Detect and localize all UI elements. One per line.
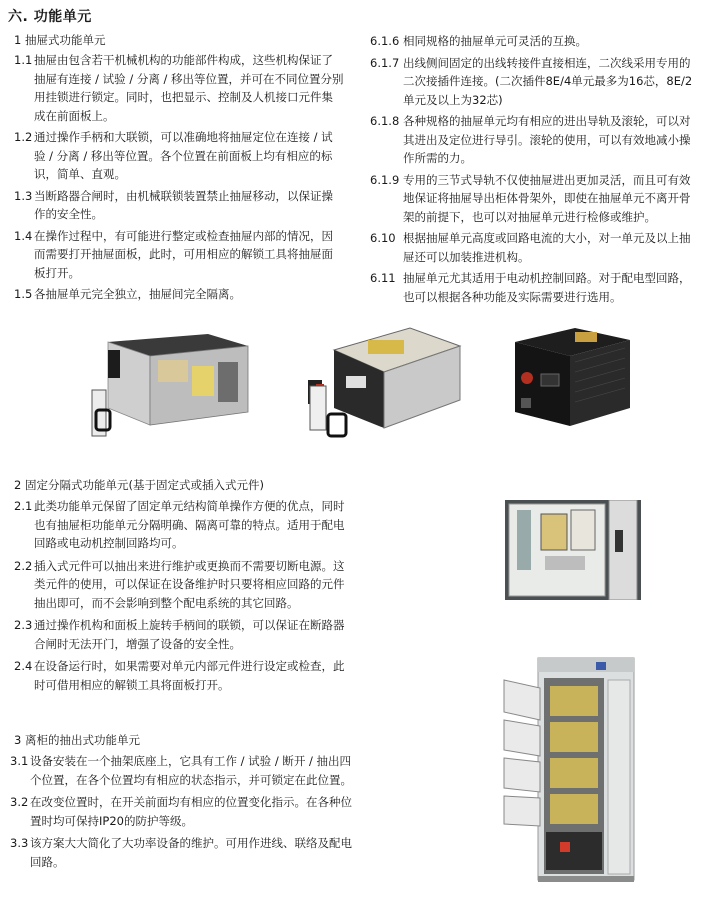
list-item: 1.5 各抽屉单元完全独立，抽屉间完全隔离。 <box>14 287 241 301</box>
list-item: 3.3 该方案大大简化了大功率设备的维护。可用作进线、联络及配电回路。 <box>10 836 352 869</box>
list-item: 2.1 此类功能单元保留了固定单元结构简单操作方便的优点，同时也有抽屉柜功能单元分隔明确、隔离可靠的特点。适用于配电回路或电动机控制回路均可。 <box>14 499 345 550</box>
list-item: 1.1 抽屉由包含若干机械机构的功能部件构成，这些机构保证了抽屉有连接 / 试验 / 分离 / 移出等位置，并可在不同位置分别用挂锁进行锁定。同时，也把显示、控制及人机接口元件集成在前面板上。 <box>14 53 344 123</box>
list-item: 2.3 通过操作机构和面板上旋转手柄间的联锁，可以保证在断路器合闸时无法开门，增强了设备的安全性。 <box>14 618 345 651</box>
section-3-heading: 3 离柜的抽出式功能单元 <box>14 733 140 747</box>
list-item: 2.4 在设备运行时，如果需要对单元内部元件进行设定或检查，此时可借用相应的解锁工具将面板打开。 <box>14 659 345 692</box>
list-item: 1.3 当断路器合闸时，由机械联锁装置禁止抽屉移动，以保证操作的安全性。 <box>14 188 333 221</box>
section-6 <box>370 32 700 306</box>
list-item: 6.1.8 各种规格的抽屉单元均有相应的进出导轨及滚轮，可以对其进出及定位进行导引。滚轮的使用，可以有效地减小操作所需的力。 <box>370 114 691 165</box>
list-item: 2.2 插入式元件可以抽出来进行维护或更换而不需要切断电源。这类元件的使用，可以保证在设备维护时只要将相应回路的元件抽出即可，而不会影响到整个配电系统的其它回路。 <box>14 558 345 610</box>
list-item: 6.1.7 出线侧间固定的出线转接件直接相连，二次线采用专用的二次接插件连接。(二次插件8E/4单元最多为16芯，8E/2单元及以上为32芯) <box>370 55 693 107</box>
list-item: 1.4 在操作过程中，有可能进行整定或检查抽屉内部的情况，因而需要打开抽屉面板，此时，可用相应的解锁工具将抽屉面板打开。 <box>14 228 333 280</box>
section-2 <box>14 477 352 694</box>
list-item: 1.2 通过操作手柄和大联锁，可以准确地将抽屉定位在连接 / 试验 / 分离 / 移出等位置。各个位置在前面板上均有相应的标识，简单、直观。 <box>14 130 333 181</box>
list-item: 3.1 设备安装在一个抽架底座上，它具有工作 / 试验 / 断开 / 抽出四个位置，在各个位置均有相应的状态指示，并可锁定在此位置。 <box>10 754 352 787</box>
list-item: 6.11 抽屉单元尤其适用于电动机控制回路。对于配电型回路，也可以根据各种功能及实际需要进行选用。 <box>370 271 691 304</box>
section-3 <box>10 732 352 871</box>
list-item: 6.10 根据抽屉单元高度或回路电流的大小，对一单元及以上抽屉还可以加装推进机构。 <box>370 231 691 264</box>
drawer-unit-photo-1 <box>88 320 258 445</box>
section-1 <box>14 32 344 304</box>
list-item: 6.1.6 相同规格的抽屉单元可灵活的互换。 <box>370 34 587 48</box>
section-2-heading: 2 固定分隔式功能单元(基于固定式或插入式元件) <box>14 478 264 492</box>
section-1-heading: 1 抽屉式功能单元 <box>14 33 106 47</box>
list-item: 3.2 在改变位置时，在开关前面均有相应的位置变化指示。在各种位置时均可保持IP20的防护等级。 <box>10 795 352 828</box>
drawer-unit-photo-3 <box>505 318 635 430</box>
drawer-unit-photo-2 <box>298 320 466 445</box>
page-title: 六. 功能单元 <box>8 9 92 25</box>
list-item: 6.1.9 专用的三节式导轨不仅使抽屉进出更加灵活，而且可有效地保证将抽屉导出柜体骨架外，即使在抽屉单元不离开骨架的前提下，也可以对抽屉单元进行检修或维护。 <box>370 172 691 224</box>
cabinet-photo <box>500 650 640 885</box>
fixed-unit-photo <box>505 500 641 600</box>
